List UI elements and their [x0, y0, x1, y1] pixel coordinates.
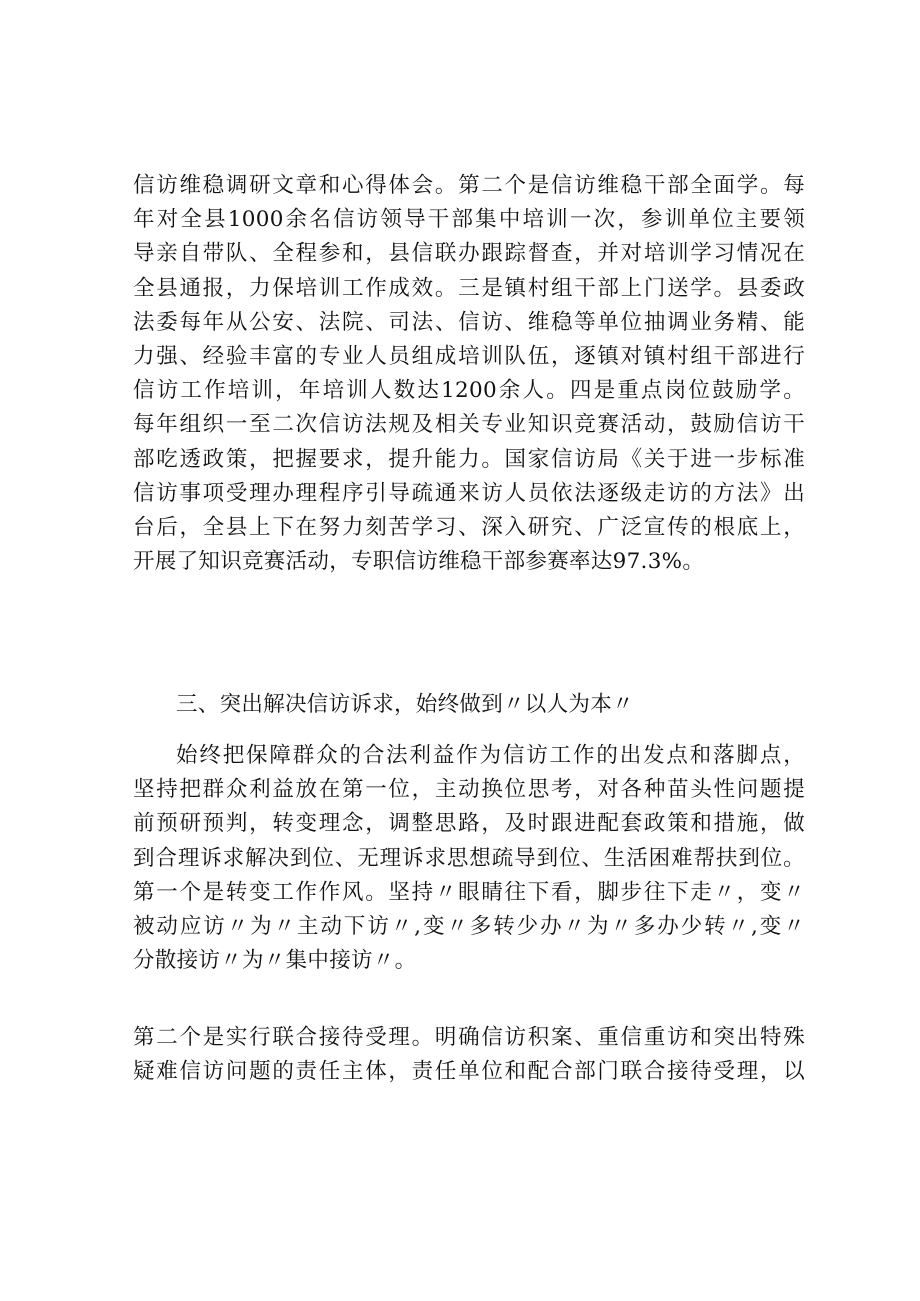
paragraph-training	[133, 169, 805, 579]
paragraph-petition-demands	[133, 739, 805, 978]
text-line: 第一个是转变工作作风。坚持〃眼睛往下看，脚步往下走〃，变〃	[133, 879, 805, 905]
text-line: 年对全县1000余名信访领导干部集中培训一次，参训单位主要领	[133, 207, 805, 233]
text-line: 信访事项受理办理程序引导疏通来访人员依法逐级走访的方法》出	[133, 480, 805, 506]
text-line: 被动应访〃为〃主动下访〃,变〃多转少办〃为〃多办少转〃,变〃	[133, 913, 805, 939]
text-line: 全县通报，力保培训工作成效。三是镇村组干部上门送学。县委政	[133, 275, 805, 301]
text-line: 到合理诉求解决到位、无理诉求思想疏导到位、生活困难帮扶到位。	[133, 845, 805, 871]
text-line: 法委每年从公安、法院、司法、信访、维稳等单位抽调业务精、能	[133, 309, 805, 335]
text-line: 导亲自带队、全程参和，县信联办跟踪督查，并对培训学习情况在	[133, 241, 805, 267]
section-heading-text: 三、突出解决信访诉求，始终做到〃以人为本〃	[176, 692, 634, 717]
text-line: 分散接访〃为〃集中接访〃。	[133, 948, 417, 974]
text-line: 始终把保障群众的合法利益作为信访工作的出发点和落脚点，	[176, 743, 805, 768]
text-line: 力强、经验丰富的专业人员组成培训队伍，逐镇对镇村组干部进行	[133, 343, 805, 369]
text-line: 台后，全县上下在努力刻苦学习、深入研究、广泛宣传的根底上，	[133, 514, 805, 540]
text-line: 信访维稳调研文章和心得体会。第二个是信访维稳干部全面学。每	[133, 173, 805, 198]
text-line: 部吃透政策，把握要求，提升能力。国家信访局《关于进一步标准	[133, 446, 805, 472]
text-line: 坚持把群众利益放在第一位，主动换位思考，对各种苗头性问题提	[133, 777, 805, 803]
text-line: 信访工作培训，年培训人数达1200余人。四是重点岗位鼓励学。	[133, 378, 805, 404]
paragraph-joint-reception	[133, 1021, 805, 1089]
text-line: 第二个是实行联合接待受理。明确信访积案、重信重访和突出特殊	[133, 1025, 805, 1050]
text-line: 前预研预判，转变理念，调整思路，及时跟进配套政策和措施，做	[133, 811, 805, 837]
text-line: 每年组织一至二次信访法规及相关专业知识竞赛活动，鼓励信访干	[133, 412, 805, 438]
text-line: 疑难信访问题的责任主体，责任单位和配合部门联合接待受理，以	[133, 1059, 805, 1085]
text-line: 开展了知识竞赛活动，专职信访维稳干部参赛率达97.3%。	[133, 549, 705, 575]
section-heading	[133, 688, 805, 722]
